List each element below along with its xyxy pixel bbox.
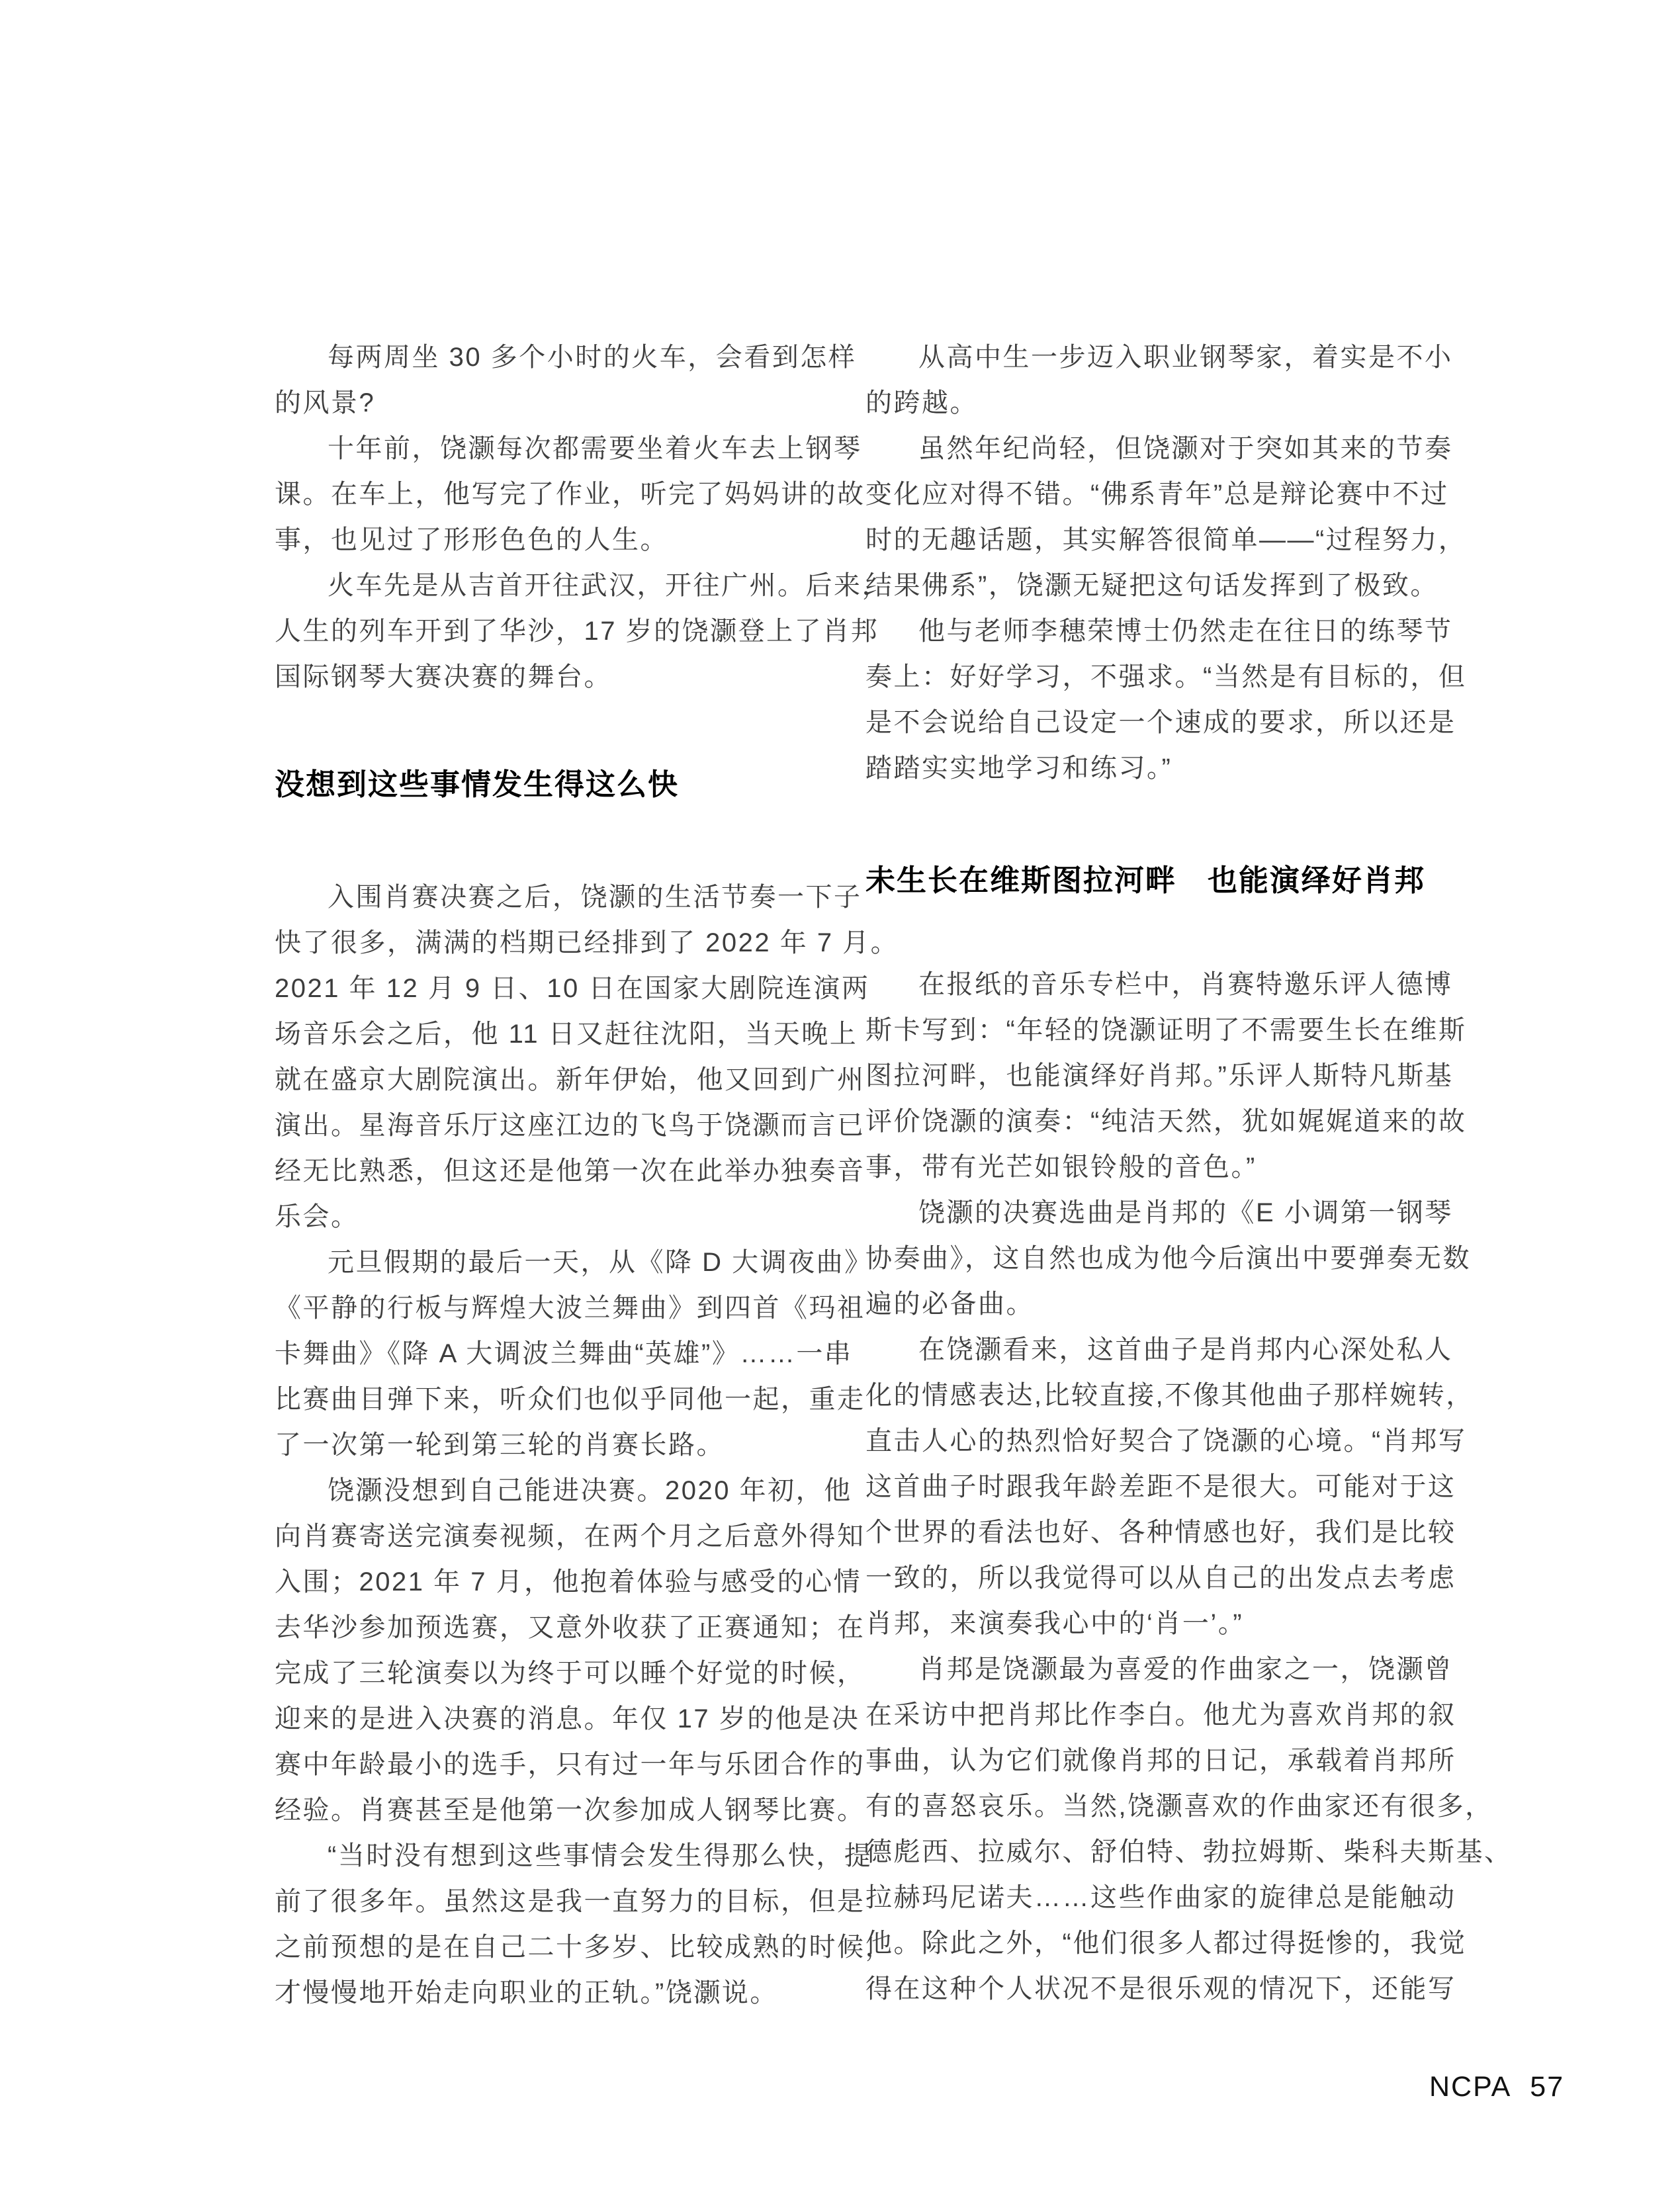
text-line: 结果佛系”，饶灏无疑把这句话发挥到了极致。	[865, 571, 1438, 600]
text-line: 的风景?	[275, 388, 376, 417]
text-line: 课。在车上，他写完了作业，听完了妈妈讲的故	[275, 480, 865, 509]
text-line: 直击人心的热烈恰好契合了饶灏的心境。“肖邦写	[865, 1426, 1467, 1456]
text-line: 从高中生一步迈入职业钢琴家，着实是不小	[918, 343, 1453, 372]
text-line: 个世界的看法也好、各种情感也好，我们是比较	[865, 1518, 1456, 1547]
text-line: 在饶灏看来，这首曲子是肖邦内心深处私人	[918, 1335, 1453, 1364]
text-line: 去华沙参加预选赛，又意外收获了正赛通知；在	[275, 1613, 865, 1642]
text-line: “当时没有想到这些事情会发生得那么快，提	[328, 1841, 873, 1870]
text-line: 经验。肖赛甚至是他第一次参加成人钢琴比赛。	[275, 1796, 865, 1825]
text-line: 在报纸的音乐专栏中，肖赛特邀乐评人德博	[918, 970, 1453, 999]
text-line: 是不会说给自己设定一个速成的要求，所以还是	[865, 708, 1456, 737]
text-line: 前了很多年。虽然这是我一直努力的目标，但是	[275, 1887, 865, 1916]
text-line: 演出。星海音乐厅这座江边的飞鸟于饶灏而言已	[275, 1111, 865, 1140]
text-line: 斯卡写到：“年轻的饶灏证明了不需要生长在维斯	[865, 1016, 1467, 1045]
text-line: 事，也见过了形形色色的人生。	[275, 525, 668, 554]
text-line: 事，带有光芒如银铃般的音色。”	[865, 1153, 1257, 1182]
text-line: 完成了三轮演奏以为终于可以睡个好觉的时候，	[275, 1659, 865, 1688]
magazine-brand: NCPA	[1429, 2071, 1512, 2103]
text-line: 十年前，饶灏每次都需要坐着火车去上钢琴	[328, 434, 862, 463]
text-line: 肖邦，来演奏我心中的‘肖一’。”	[865, 1609, 1244, 1638]
text-line: 他。除此之外，“他们很多人都过得挺惨的，我觉	[865, 1929, 1467, 1958]
text-line: 之前预想的是在自己二十多岁、比较成熟的时候，	[275, 1933, 893, 1962]
text-line: 奏上：好好学习，不强求。“当然是有目标的，但	[865, 662, 1467, 691]
text-line: 变化应对得不错。“佛系青年”总是辩论赛中不过	[865, 480, 1449, 509]
text-line: 入围肖赛决赛之后，饶灏的生活节奏一下子	[328, 883, 862, 912]
text-line: 快了很多，满满的档期已经排到了 2022 年 7 月。	[275, 928, 899, 957]
page-number: 57	[1530, 2071, 1565, 2103]
text-line: 火车先是从吉首开往武汉，开往广州。后来，	[328, 571, 890, 600]
text-line: 他与老师李穗荣博士仍然走在往日的练琴节	[918, 617, 1453, 646]
text-line: 场音乐会之后，他 11 日又赶往沈阳，当天晚上	[275, 1020, 858, 1049]
text-line: 才慢慢地开始走向职业的正轨。”饶灏说。	[275, 1978, 778, 2007]
text-line: 图拉河畔，也能演绎好肖邦。”乐评人斯特凡斯基	[865, 1061, 1454, 1090]
left-column-body-paragraphs	[275, 875, 899, 2016]
text-line: 《平静的行板与辉煌大波兰舞曲》到四首《玛祖	[275, 1293, 865, 1323]
text-line: 肖邦是饶灏最为喜爱的作曲家之一，饶灏曾	[918, 1655, 1453, 1684]
text-line: 化的情感表达,比较直接,不像其他曲子那样婉转，	[865, 1381, 1474, 1410]
text-line: 有的喜怒哀乐。当然,饶灏喜欢的作曲家还有很多，	[865, 1792, 1493, 1821]
text-line: 这首曲子时跟我年龄差距不是很大。可能对于这	[865, 1472, 1456, 1501]
text-line: 一致的，所以我觉得可以从自己的出发点去考虑	[865, 1563, 1456, 1593]
right-column-body-paragraphs	[865, 962, 1513, 2012]
text-line: 向肖赛寄送完演奏视频，在两个月之后意外得知	[275, 1522, 865, 1551]
text-line: 迎来的是进入决赛的消息。年仅 17 岁的他是决	[275, 1704, 860, 1733]
text-line: 拉赫玛尼诺夫……这些作曲家的旋律总是能触动	[865, 1883, 1456, 1912]
left-column-intro-paragraphs	[275, 335, 890, 700]
text-line: 德彪西、拉威尔、舒伯特、勃拉姆斯、柴科夫斯基、	[865, 1837, 1513, 1866]
text-line: 2021 年 12 月 9 日、10 日在国家大剧院连演两	[275, 974, 870, 1003]
text-line: 时的无趣话题，其实解答很简单——“过程努力，	[865, 525, 1467, 554]
text-line: 比赛曲目弹下来，听众们也似乎同他一起，重走	[275, 1385, 865, 1414]
text-line: 赛中年龄最小的选手，只有过一年与乐团合作的	[275, 1750, 865, 1779]
text-line: 元旦假期的最后一天，从《降 D 大调夜曲》	[328, 1248, 873, 1277]
section-heading-2: 未生长在维斯图拉河畔 也能演绎好肖邦	[865, 863, 1426, 897]
text-line: 遍的必备曲。	[865, 1290, 1034, 1319]
text-line: 评价饶灏的演奏：“纯洁天然，犹如娓娓道来的故	[865, 1107, 1467, 1136]
text-line: 国际钢琴大赛决赛的舞台。	[275, 662, 612, 691]
text-line: 经无比熟悉，但这还是他第一次在此举办独奏音	[275, 1157, 865, 1186]
text-line: 入围；2021 年 7 月，他抱着体验与感受的心情	[275, 1567, 862, 1597]
text-line: 的跨越。	[865, 388, 978, 417]
text-line: 卡舞曲》《降 A 大调波兰舞曲“英雄”》……一串	[275, 1339, 853, 1368]
text-line: 乐会。	[275, 1202, 359, 1231]
text-line: 得在这种个人状况不是很乐观的情况下，还能写	[865, 1974, 1456, 2003]
text-line: 协奏曲》，这自然也成为他今后演出中要弹奏无数	[865, 1244, 1471, 1273]
text-line: 每两周坐 30 多个小时的火车，会看到怎样	[328, 343, 857, 372]
right-column-intro-paragraphs	[865, 335, 1467, 791]
text-line: 虽然年纪尚轻，但饶灏对于突如其来的节奏	[918, 434, 1453, 463]
text-line: 饶灏没想到自己能进决赛。2020 年初，他	[328, 1476, 852, 1505]
text-line: 人生的列车开到了华沙，17 岁的饶灏登上了肖邦	[275, 617, 879, 646]
page-footer	[1429, 2071, 1564, 2103]
text-line: 踏踏实实地学习和练习。”	[865, 754, 1172, 783]
text-line: 事曲，认为它们就像肖邦的日记，承载着肖邦所	[865, 1746, 1456, 1775]
text-line: 在采访中把肖邦比作李白。他尤为喜欢肖邦的叙	[865, 1700, 1456, 1729]
text-line: 了一次第一轮到第三轮的肖赛长路。	[275, 1430, 725, 1460]
section-heading-1: 没想到这些事情发生得这么快	[275, 767, 680, 801]
text-line: 饶灏的决赛选曲是肖邦的《E 小调第一钢琴	[918, 1198, 1453, 1227]
text-line: 就在盛京大剧院演出。新年伊始，他又回到广州	[275, 1065, 865, 1094]
